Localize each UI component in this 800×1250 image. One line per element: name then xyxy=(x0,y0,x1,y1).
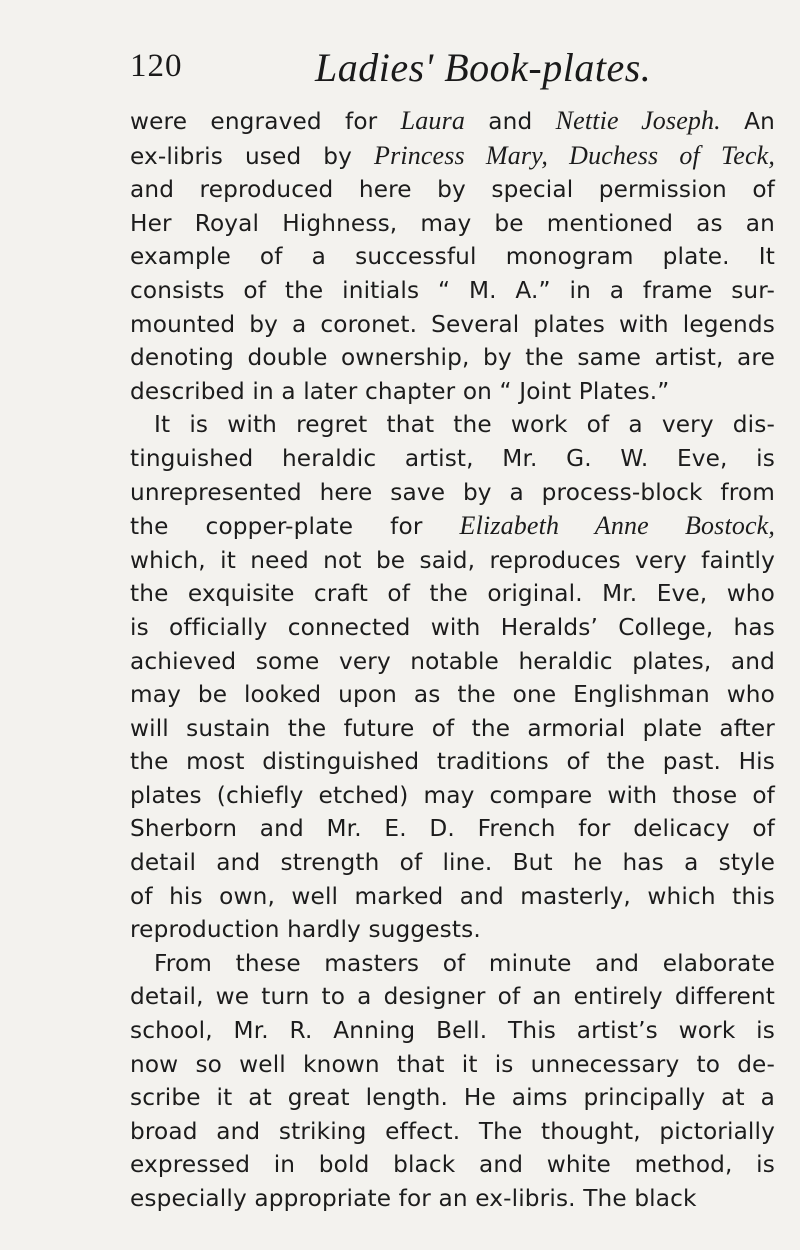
line-text: consists of the initials “ M. A.” in a frame sur- xyxy=(130,276,775,304)
text-line xyxy=(130,308,775,342)
page-number: 120 xyxy=(130,48,183,84)
italic-text: Elizabeth Anne Bostock, xyxy=(459,511,776,541)
body-text xyxy=(130,104,775,1216)
running-title: Ladies' Book-plates. xyxy=(315,45,652,90)
text-line xyxy=(130,745,775,779)
line-text: the most distinguished traditions of the past. His xyxy=(130,748,775,776)
line-text: and reproduced here by special permission of xyxy=(130,176,775,204)
text-line xyxy=(130,442,775,476)
text-line xyxy=(130,341,775,375)
line-text: expressed in bold black and white method, is xyxy=(130,1151,775,1179)
line-text: denoting double ownership, by the same artist, are xyxy=(130,344,775,372)
line-text: Her Royal Highness, may be mentioned as an xyxy=(130,209,775,237)
line-text: described in a later chapter on “ Joint Plates.” xyxy=(130,377,670,405)
text-line xyxy=(130,1182,775,1216)
line-text: which, it need not be said, reproduces very faintly xyxy=(130,546,775,574)
line-text: It is with regret that the work of a very dis- xyxy=(154,411,775,439)
text-line xyxy=(130,375,775,409)
text-line xyxy=(130,139,775,174)
text-line xyxy=(130,173,775,207)
line-text: mounted by a coronet. Several plates with legends xyxy=(130,310,775,338)
text-line xyxy=(130,880,775,914)
text-line xyxy=(130,712,775,746)
italic-text: Princess Mary, Duchess of Teck, xyxy=(374,140,775,170)
line-text: will sustain the future of the armorial plate after xyxy=(130,714,775,742)
text-line xyxy=(130,947,775,981)
line-text: and xyxy=(465,108,556,135)
line-text: especially appropriate for an ex-libris. The black xyxy=(130,1185,697,1212)
text-line xyxy=(130,678,775,712)
page-header xyxy=(130,44,750,96)
text-line xyxy=(130,408,775,442)
line-text: broad and striking effect. The thought, pictorially xyxy=(130,1117,775,1145)
line-text: school, Mr. R. Anning Bell. This artist’s work is xyxy=(130,1017,775,1045)
line-text: is officially connected with Heralds’ College, has xyxy=(130,613,775,641)
line-text: scribe it at great length. He aims principally at a xyxy=(130,1084,775,1112)
text-line xyxy=(130,1148,775,1182)
line-text: example of a successful monogram plate. It xyxy=(130,243,775,271)
italic-text: Nettie Joseph. xyxy=(555,106,721,135)
text-line xyxy=(130,207,775,241)
line-text: detail and strength of line. But he has a style xyxy=(130,849,775,877)
text-line xyxy=(130,1115,775,1149)
line-text: plates (chiefly etched) may compare with those of xyxy=(130,781,775,809)
text-line xyxy=(130,509,775,544)
line-text: of his own, well marked and masterly, which this xyxy=(130,882,775,910)
text-line xyxy=(130,846,775,880)
line-text: An xyxy=(720,108,775,135)
text-line xyxy=(130,645,775,679)
line-text: tinguished heraldic artist, Mr. G. W. Eve, is xyxy=(130,444,775,472)
line-text: may be looked upon as the one Englishman who xyxy=(130,681,775,709)
line-text: the copper-plate for xyxy=(130,513,460,541)
text-line xyxy=(130,476,775,510)
line-text: ex-libris used by xyxy=(130,142,375,170)
text-line xyxy=(130,1014,775,1048)
text-line xyxy=(130,611,775,645)
italic-text: Laura xyxy=(400,106,465,135)
line-text: unrepresented here save by a process-block from xyxy=(130,478,775,506)
line-text: From these masters of minute and elaborate xyxy=(154,949,775,977)
line-text: reproduction hardly suggests. xyxy=(130,916,481,944)
text-line xyxy=(130,779,775,813)
text-line xyxy=(130,274,775,308)
line-text: the exquisite craft of the original. Mr. Eve, who xyxy=(130,580,775,608)
line-text: were engraved for xyxy=(130,108,401,135)
line-text: detail, we turn to a designer of an entirely different xyxy=(130,983,775,1011)
text-line xyxy=(130,812,775,846)
text-line xyxy=(130,1081,775,1115)
text-line xyxy=(130,544,775,578)
line-text: achieved some very notable heraldic plates, and xyxy=(130,647,775,675)
text-line xyxy=(130,104,775,139)
text-line xyxy=(130,913,775,947)
line-text: now so well known that it is unnecessary to de- xyxy=(130,1050,775,1078)
text-line xyxy=(130,1048,775,1082)
text-line xyxy=(130,980,775,1014)
text-line xyxy=(130,577,775,611)
text-line xyxy=(130,240,775,274)
line-text: Sherborn and Mr. E. D. French for delicacy of xyxy=(130,815,775,843)
